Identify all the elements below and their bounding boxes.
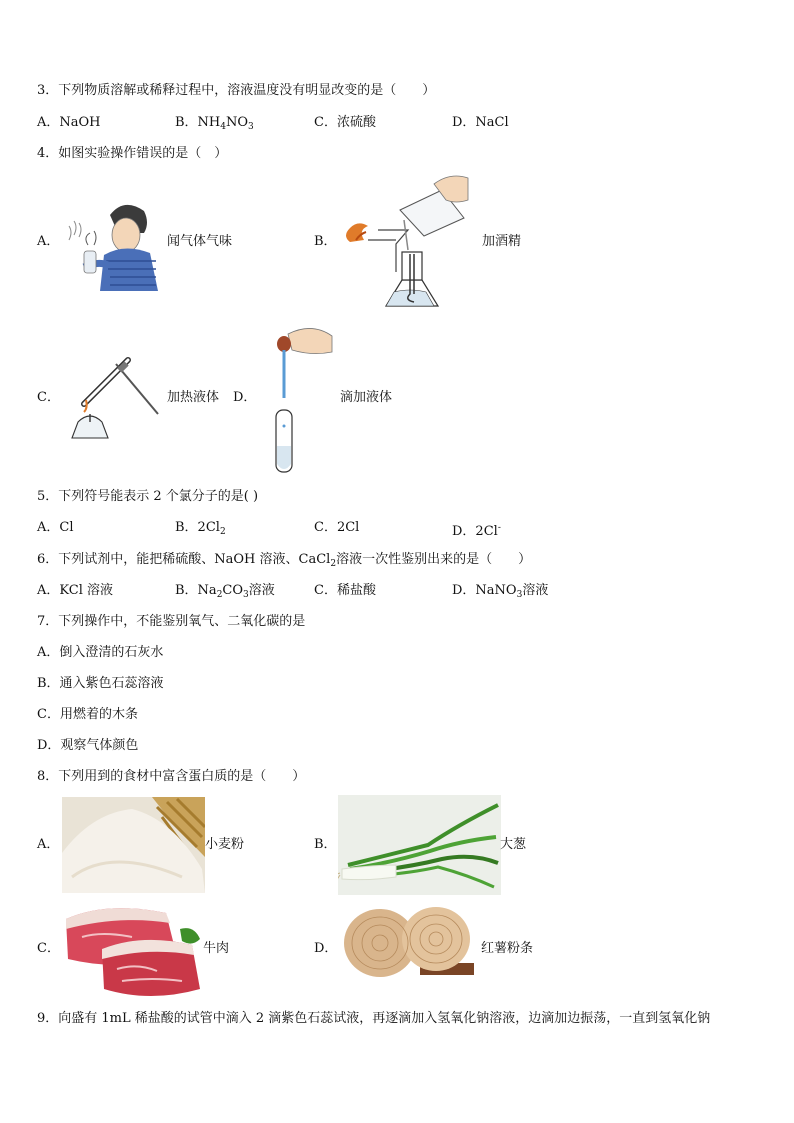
q4-option-d-letter: D． xyxy=(233,390,257,405)
heat-liquid-illustration xyxy=(66,352,162,448)
q6-option-c: C．稀盐酸 xyxy=(314,583,376,598)
q4-option-a-letter: A． xyxy=(37,234,60,249)
smell-gas-illustration xyxy=(64,195,164,295)
q8-option-c-label: 牛肉 xyxy=(203,941,230,956)
q3-option-d: D．NaCl xyxy=(452,115,509,130)
q6-option-d: D．NaNO$_3$溶液 xyxy=(452,583,549,600)
q6-option-a: A．KCl 溶液 xyxy=(37,583,113,598)
q5-option-c: C．2Cl xyxy=(314,520,360,535)
q7-option-d: D．观察气体颜色 xyxy=(37,738,139,753)
q7-option-b: B．通入紫色石蕊溶液 xyxy=(37,676,164,691)
q8-option-d-label: 红薯粉条 xyxy=(481,941,534,956)
green-onion-photo xyxy=(338,795,501,895)
q8-option-d-letter: D． xyxy=(314,941,338,956)
q7-stem: 7．下列操作中，不能鉴别氧气、二氧化碳的是 xyxy=(37,614,306,629)
q4-option-b-label: 加酒精 xyxy=(482,234,522,249)
q4-option-d-label: 滴加液体 xyxy=(340,390,393,405)
q9-stem: 9．向盛有 1mL 稀盐酸的试管中滴入 2 滴紫色石蕊试液，再逐滴加入氢氧化钠溶液，边滴加边振荡，一直到氢氧化钠 xyxy=(37,1011,711,1026)
q4-stem: 4．如图实验操作错误的是（ ） xyxy=(37,146,228,161)
drop-liquid-illustration xyxy=(268,326,334,476)
q8-option-b-label: 大葱 xyxy=(500,837,527,852)
q8-option-a-label: 小麦粉 xyxy=(205,837,245,852)
q8-option-c-letter: C． xyxy=(37,941,60,956)
q8-option-a-letter: A． xyxy=(37,837,60,852)
q5-option-b: B．$2Cl_2$ xyxy=(175,520,226,537)
q3-option-b: B．$NH_4NO_3$ xyxy=(175,115,254,132)
q4-option-c-letter: C． xyxy=(37,390,60,405)
q6-option-b: B．$Na_2CO_3$溶液 xyxy=(175,583,275,600)
q4-option-c-label: 加热液体 xyxy=(167,390,220,405)
q6-stem: 6．下列试剂中，能把稀硫酸、NaOH 溶液、CaCl$_2$溶液一次性鉴别出来的是（ ） xyxy=(37,552,532,569)
q7-option-a: A．倒入澄清的石灰水 xyxy=(37,645,164,660)
q3-option-a: A．NaOH xyxy=(37,115,101,130)
q5-option-a: A．Cl xyxy=(37,520,74,535)
q4-option-a-label: 闻气体气味 xyxy=(167,234,233,249)
q4-option-b-letter: B． xyxy=(314,234,337,249)
q5-option-d: D．2Cl- xyxy=(452,523,501,539)
add-alcohol-illustration xyxy=(338,170,478,315)
beef-photo xyxy=(62,899,203,999)
q3-option-c: C．浓硫酸 xyxy=(314,115,376,130)
wheat-flour-photo xyxy=(62,797,205,893)
q8-option-b-letter: B． xyxy=(314,837,337,852)
q3-stem: 3．下列物质溶解或稀释过程中，溶液温度没有明显改变的是（ ） xyxy=(37,83,436,98)
q5-stem: 5．下列符号能表示 2 个氯分子的是( ) xyxy=(37,489,259,504)
q7-option-c: C．用燃着的木条 xyxy=(37,707,138,722)
sweet-potato-noodles-photo xyxy=(340,899,480,983)
q8-stem: 8．下列用到的食材中富含蛋白质的是（ ） xyxy=(37,769,306,784)
